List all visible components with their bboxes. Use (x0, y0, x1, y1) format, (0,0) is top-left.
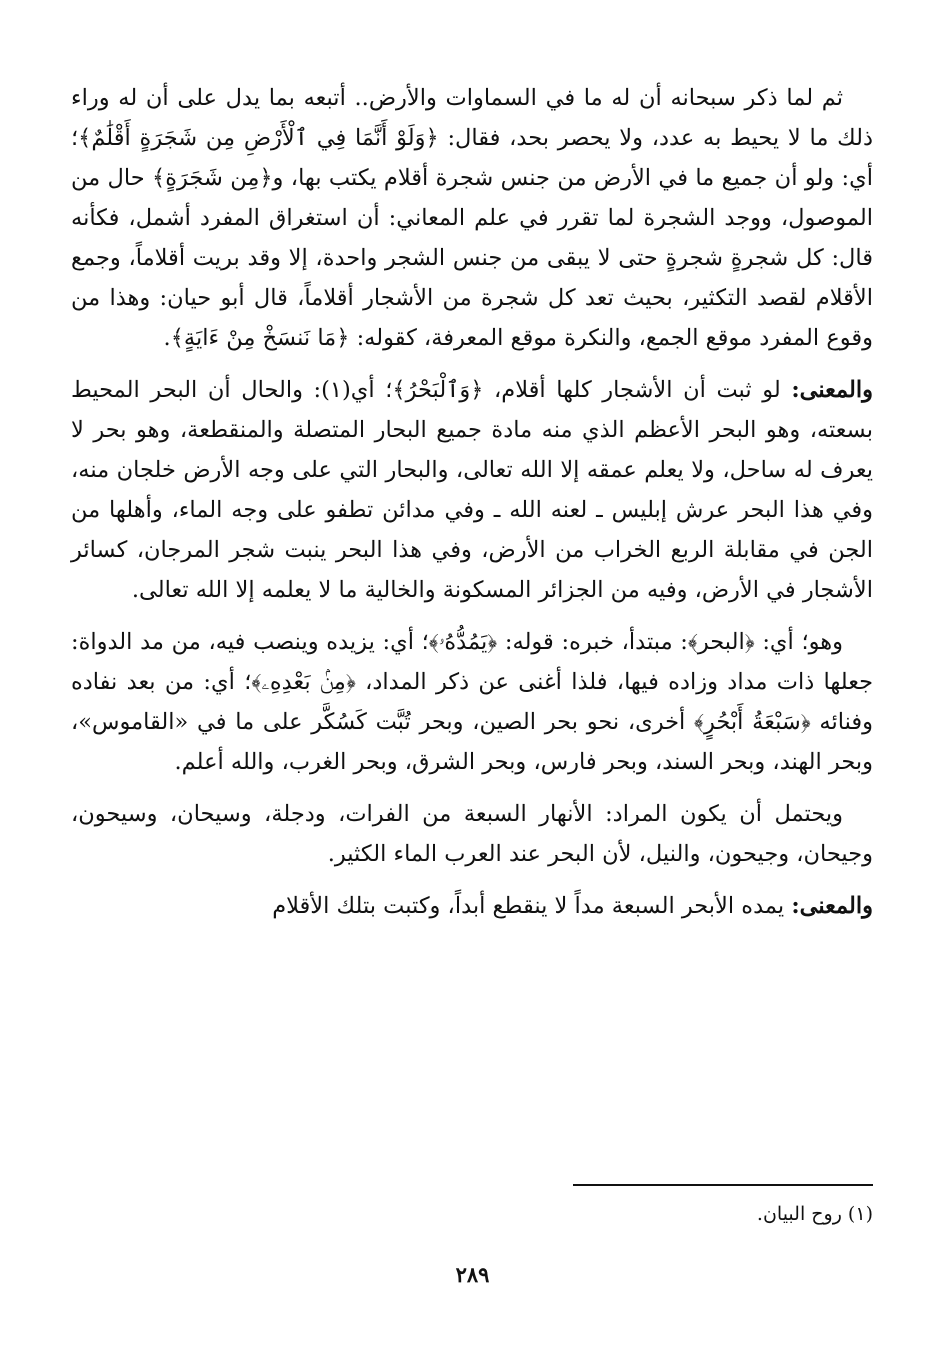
paragraph-5 (71, 886, 873, 926)
paragraph-text: لو ثبت أن الأشجار كلها أقلام، ﴿وَٱلْبَحْرُ﴾؛ أي(١): والحال أن البحر المحيط بسعته، وهو البحر الأعظم الذي منه مادة جميع البحار المتصلة والمنقطعة، وهو بحر لا يعرف له ساحل، ولا يعلم عمقه إلا الله تعالى، والبحار التي على وجه الأرض خلجان منه، وفي هذا البحر عرش إبليس ـ لعنه الله ـ وفي مدائن تطفو على وجه الماء، وأهلها من الجن في مقابلة الربع الخراب من الأرض، وفي هذا البحر ينبت شجر المرجان، كسائر الأشجار في الأرض، وفيه من الجزائر المسكونة والخالية ما لا يعلمه إلا الله تعالى. (71, 377, 873, 603)
paragraph-text: يمده الأبحر السبعة مداً لا ينقطع أبداً، وكتبت بتلك الأقلام (272, 893, 792, 919)
paragraph-text: ثم لما ذكر سبحانه أن له ما في السماوات والأرض.. أتبعه بما يدل على أن له وراء ذلك ما لا يحيط به عدد، ولا يحصر بحد، فقال: ﴿وَلَوْ أَنَّمَا فِي ٱلْأَرْضِ مِن شَجَرَةٍ أَقْلَٰمٌ﴾؛ أي: ولو أن جميع ما في الأرض من جنس شجرة أقلام يكتب بها، و﴿مِن شَجَرَةٍ﴾ حال من الموصول، ووجد الشجرة لما تقرر في علم المعاني: أن استغراق المفرد أشمل، فكأنه قال: كل شجرةٍ شجرةٍ حتى لا يبقى من جنس الشجر واحدة، إلا وقد بريت أقلاماً، وجمع الأقلام لقصد التكثير، بحيث تعد كل شجرة من الأشجار أقلاماً، قال أبو حيان: وهذا من وقوع المفرد موقع الجمع، والنكرة موقع المعرفة، كقوله: ﴿مَا نَنسَخْ مِنْ ءَايَةٍ﴾. (71, 85, 873, 351)
page-body (71, 78, 873, 938)
page-number: ٢٨٩ (455, 1262, 490, 1287)
paragraph-lead: والمعنى: (791, 893, 873, 919)
paragraph-4 (71, 794, 873, 874)
paragraph-text: وهو؛ أي: ﴿البحر﴾: مبتدأ، خبره: قوله: ﴿يَمُدُّهُۥ﴾؛ أي: يزيده وينصب فيه، من مد الدواة: جعلها ذات مداد وزاده فيها، فلذا أغنى عن ذكر المداد، ﴿مِنۢ بَعْدِهِۦ﴾؛ أي: من بعد نفاده وفنائه ﴿سَبْعَةُ أَبْحُرٍ﴾ أخرى، نحو بحر الصين، وبحر تُبَّت كَسُكَّر على ما في «القاموس»، وبحر الهند، وبحر السند، وبحر فارس، وبحر الشرق، وبحر الغرب، والله أعلم. (71, 629, 873, 775)
paragraph-1 (71, 78, 873, 358)
paragraph-3 (71, 622, 873, 782)
footnote: (١) روح البيان. (756, 1203, 873, 1225)
footnote-divider (573, 1184, 873, 1186)
paragraph-2 (71, 370, 873, 610)
paragraph-lead: والمعنى: (791, 377, 874, 403)
paragraph-text: ويحتمل أن يكون المراد: الأنهار السبعة من الفرات، ودجلة، وسيحان، وسيحون، وجيحان، وجيحون، والنيل، لأن البحر عند العرب الماء الكثير. (71, 801, 873, 867)
